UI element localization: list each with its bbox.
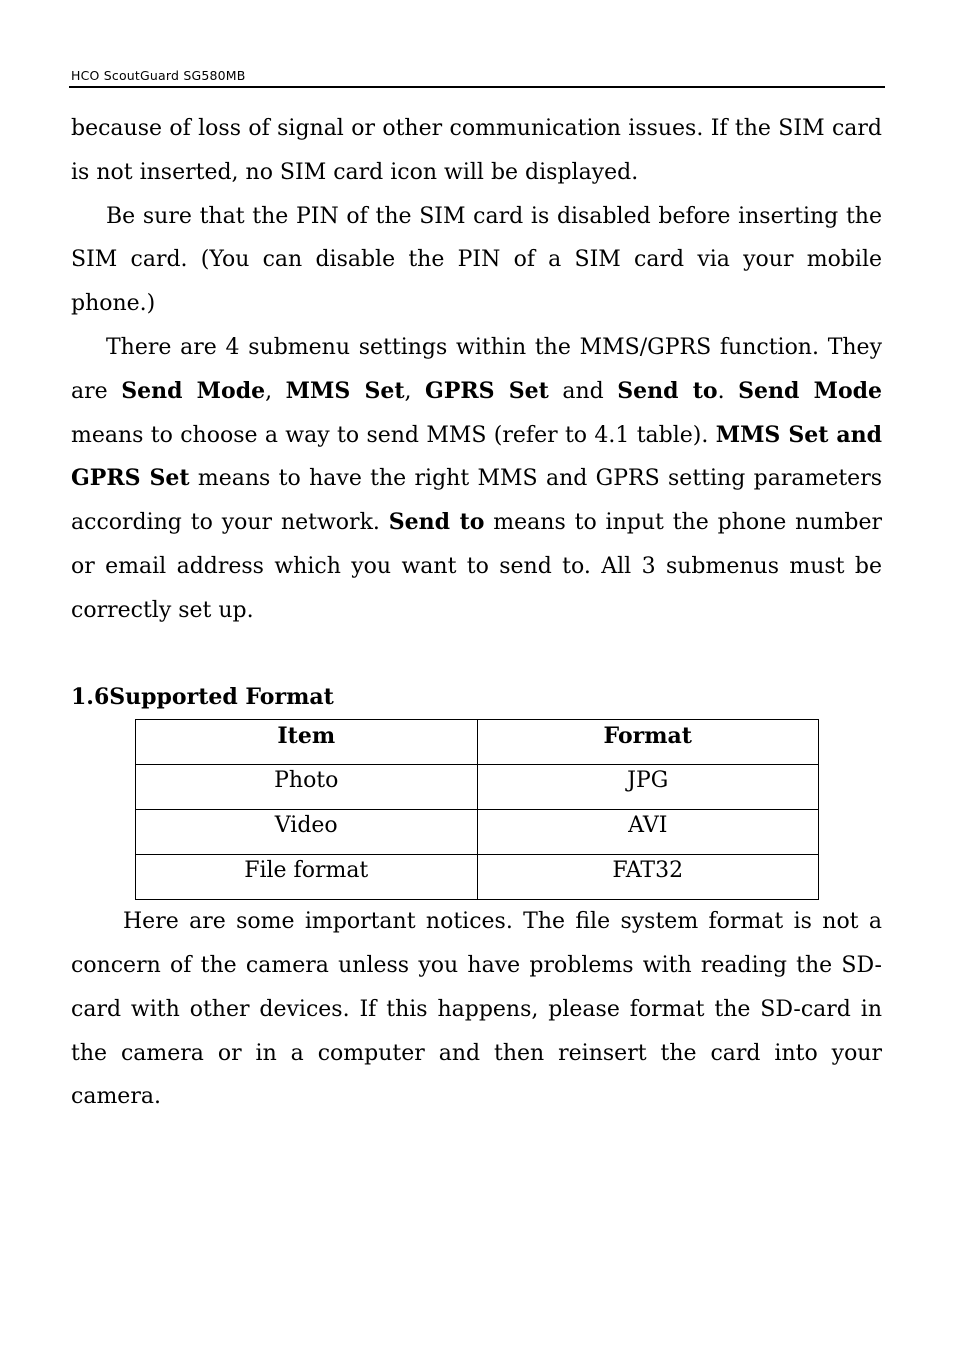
bold-gprs-set: GPRS Set: [425, 377, 549, 404]
header-divider: [69, 86, 885, 88]
bold-mms-set: MMS Set: [285, 377, 405, 404]
text-run: means to input the phone number or email address which you want to send to. All 3 submenus must be correctly set up.: [71, 510, 882, 623]
table-cell: JPG: [477, 765, 819, 810]
table-cell: FAT32: [477, 855, 819, 900]
paragraph-sim-pin: Be sure that the PIN of the SIM card is disabled before inserting the SIM card. (You can disable the PIN of a SIM card via your mobile phone.): [71, 203, 882, 317]
table-header-item: Item: [136, 720, 478, 765]
paragraph-submenus: [71, 326, 882, 633]
text-run: ,: [404, 378, 426, 404]
text-run: .: [717, 378, 739, 404]
table-cell: Photo: [136, 765, 478, 810]
table-row: [136, 855, 819, 900]
spacer: [71, 633, 882, 677]
text-run: There are 4 submenu settings within the MMS/GPRS function. They are: [71, 334, 882, 404]
bold-send-mode: Send Mode: [121, 377, 266, 404]
paragraph-signal: because of loss of signal or other communication issues. If the SIM card is not inserted, no SIM card icon will be displayed.: [71, 116, 882, 185]
text-run: ,: [265, 378, 286, 404]
text-run: means to choose a way to send MMS (refer to 4.1 table).: [71, 422, 716, 448]
text-run: and: [548, 378, 618, 404]
table-cell: AVI: [477, 810, 819, 855]
document-body: [71, 107, 882, 1119]
supported-format-table: [135, 719, 819, 900]
text-run: means to have the right MMS and GPRS setting parameters according to your network.: [71, 466, 883, 536]
table-header-format: Format: [477, 720, 819, 765]
bold-mms-gprs-set: MMS Set and GPRS Set: [71, 421, 883, 492]
bold-send-mode-2: Send Mode: [738, 377, 883, 404]
running-header: HCO ScoutGuard SG580MB: [71, 68, 246, 83]
bold-send-to: Send to: [617, 377, 718, 404]
table-header-row: [136, 720, 819, 765]
table-cell: Video: [136, 810, 478, 855]
table-row: [136, 810, 819, 855]
table-cell: File format: [136, 855, 478, 900]
paragraph-notices: Here are some important notices. The file system format is not a concern of the camera unless you have problems with reading the SD-card with other devices. If this happens, please format the SD-card in the camera or in a computer and then reinsert the card into your camera.: [71, 909, 882, 1110]
section-heading: 1.6Supported Format: [71, 684, 334, 711]
bold-send-to-2: Send to: [388, 509, 485, 536]
table-row: [136, 765, 819, 810]
